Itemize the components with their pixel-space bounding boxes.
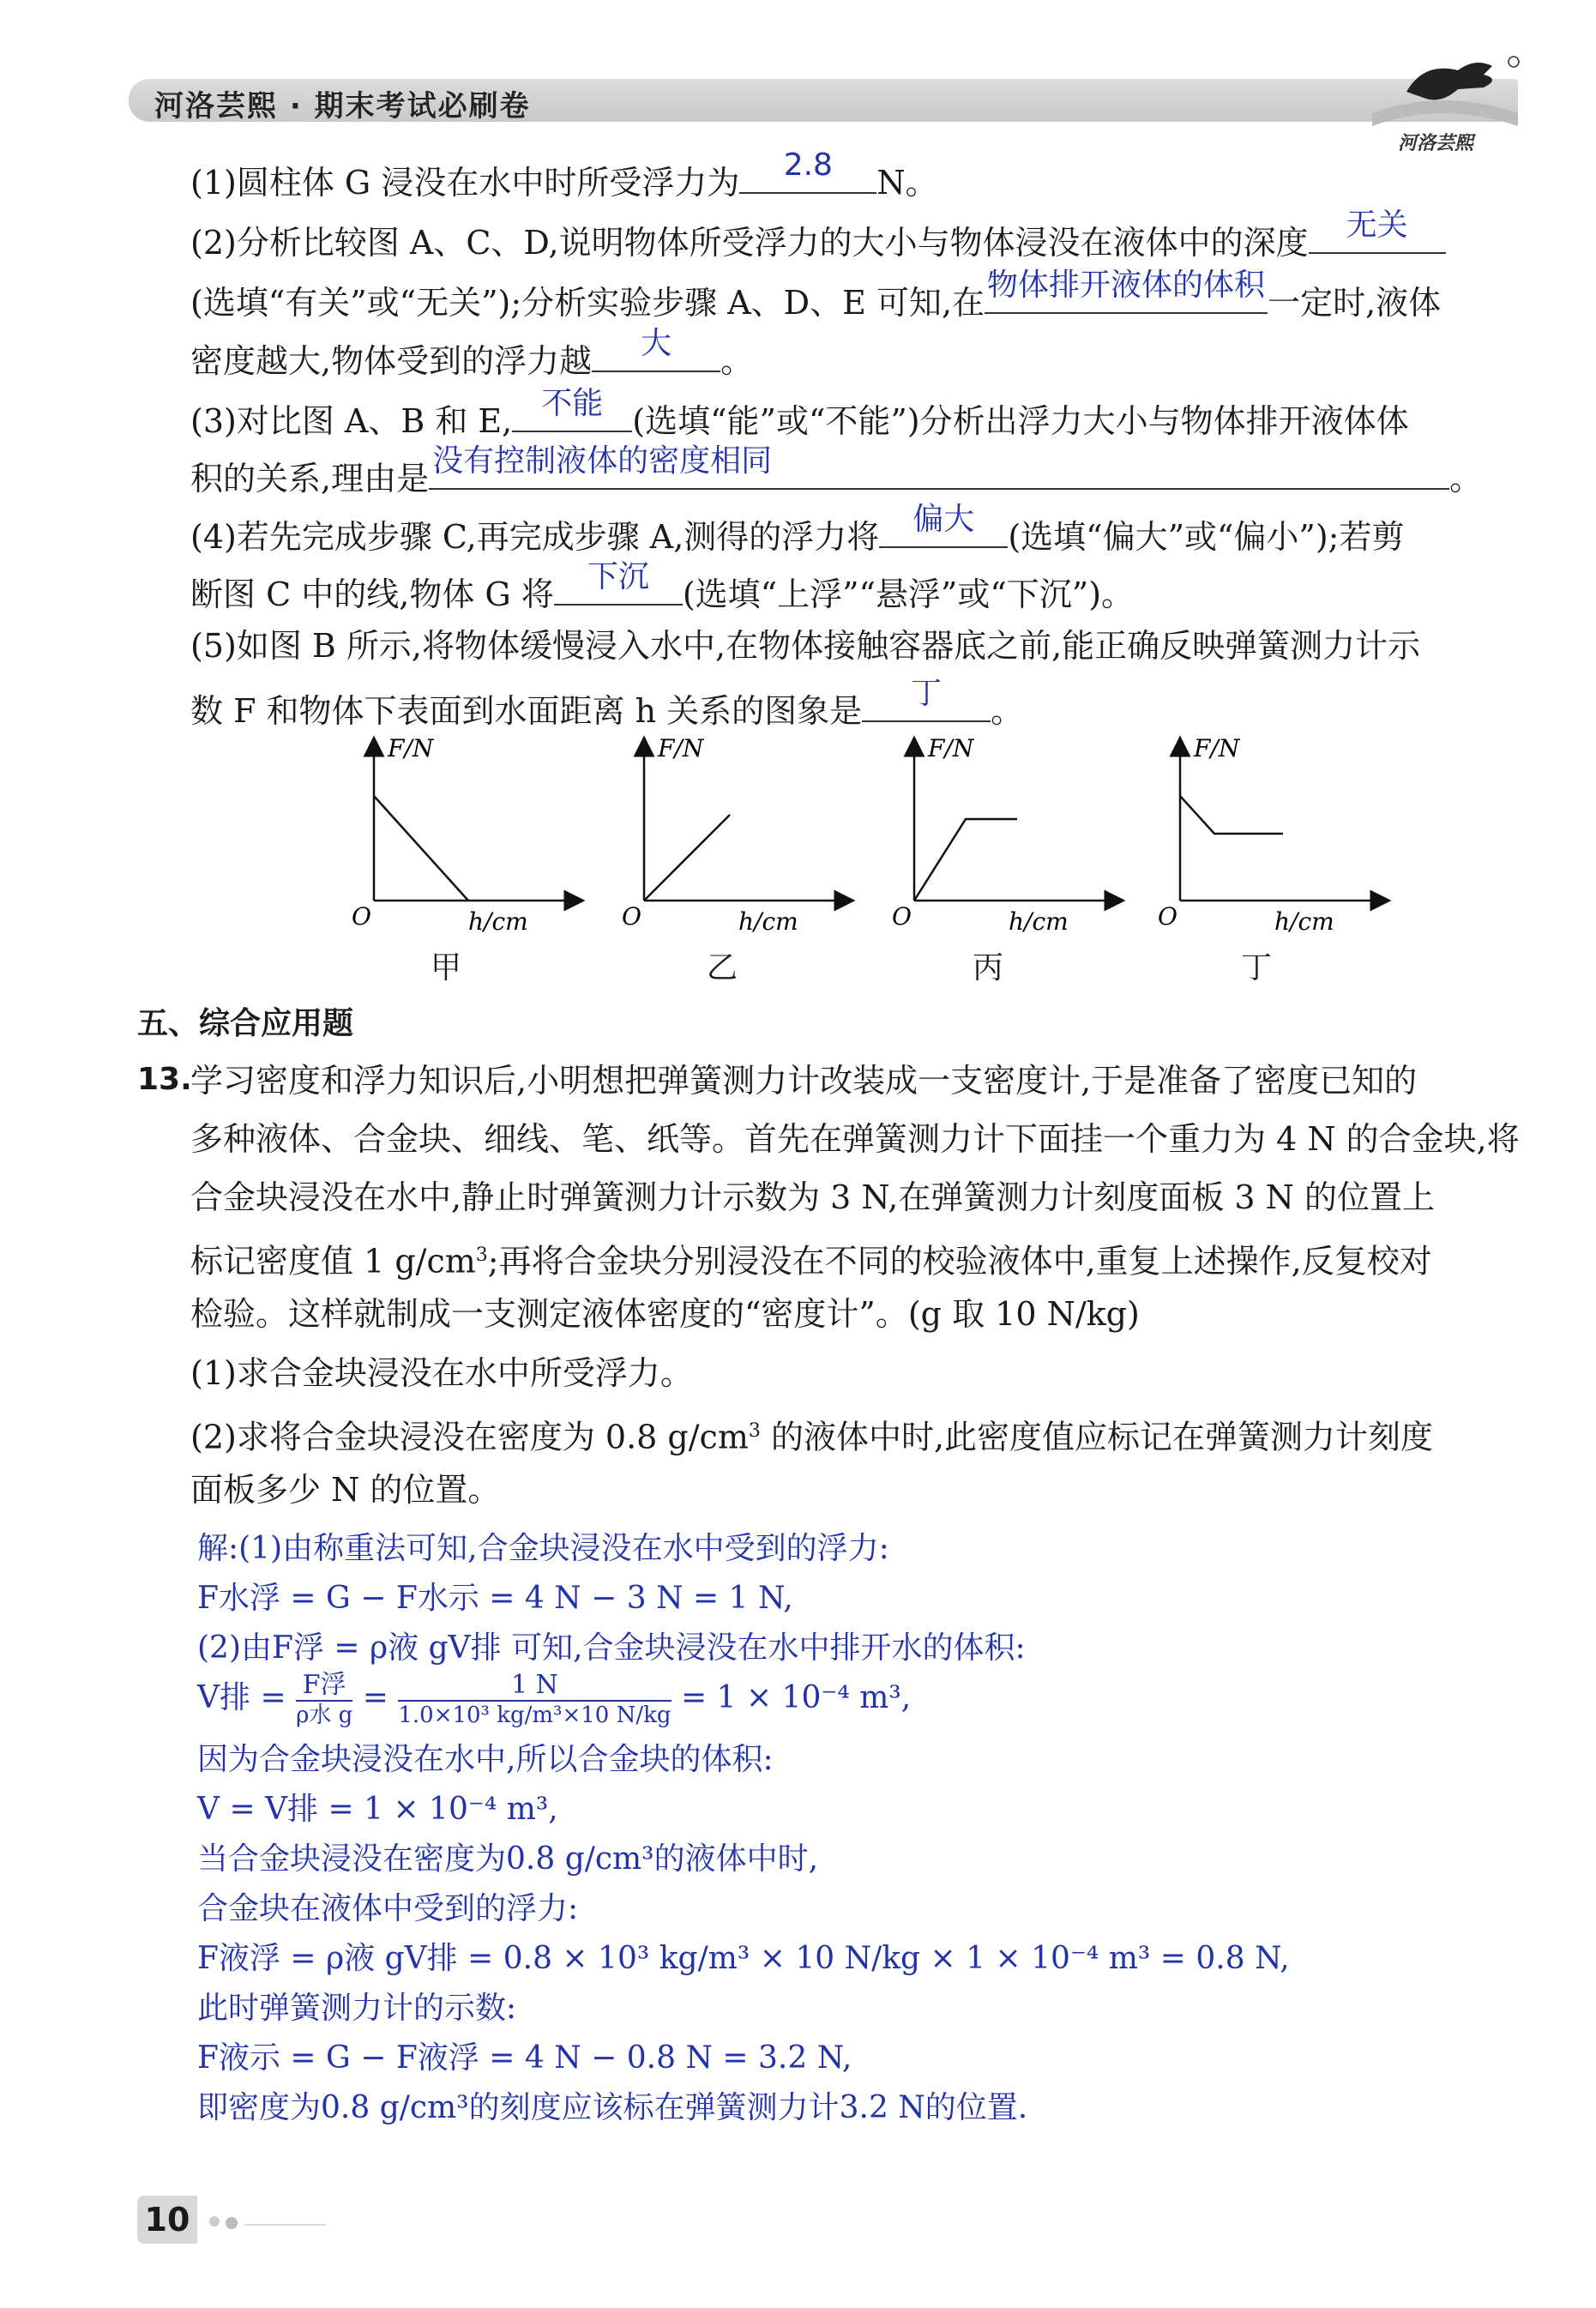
- solution-line9: F液浮 = ρ液 gV排 = 0.8 × 10³ kg/m³ × 10 N/kg × 1 × 10⁻⁴ m³ = 0.8 N,: [197, 1941, 1290, 1976]
- graph-bing: [892, 734, 1149, 961]
- q12-part2-line2: (选填“有关”或“无关”);分析实验步骤 A、D、E 可知,在 物体排开液体的体积 一定时,液体: [190, 268, 1442, 322]
- blank-4: 大: [592, 333, 720, 372]
- blank-8: 下沉: [554, 566, 683, 606]
- origin-label: O: [892, 902, 912, 931]
- q13-line2: 多种液体、合金块、细线、笔、纸等。首先在弹簧测力计下面挂一个重力为 4 N 的合金块,将: [190, 1120, 1520, 1158]
- graph-jia: [352, 734, 609, 961]
- graph-ding: [1158, 734, 1415, 961]
- solution-line12: 即密度为0.8 g/cm³的刻度应该标在弹簧测力计3.2 N的位置.: [197, 2090, 1028, 2125]
- logo-text: 河洛芸熙: [1398, 133, 1474, 154]
- curve: [914, 819, 1017, 901]
- q12-part1: (1)圆柱体 G 浸没在水中时所受浮力为 2.8 N。: [190, 148, 938, 202]
- q12-part3-line1: (3)对比图 A、B 和 E, 不能 (选填“能”或“不能”)分析出浮力大小与物体排开液体体: [190, 386, 1409, 440]
- x-label: h/cm: [468, 907, 528, 936]
- solution-line5: 因为合金块浸没在水中,所以合金块的体积:: [197, 1742, 774, 1777]
- curve: [374, 796, 468, 901]
- solution-line4: V排 = $\frac{\text{F浮}}{\text{ρ水 g}}$ = $\frac{1 N}{\text{1.0×10³ kg/m³×10 N/kg}}$ = 1 × 10⁻⁴ m³,: [197, 1670, 912, 1728]
- solution-line2: F水浮 = G − F水示 = 4 N − 3 N = 1 N,: [197, 1581, 793, 1616]
- fraction-2: $\frac{1 N}{\text{1.0×10³ kg/m³×10 N/kg}}$: [398, 1670, 672, 1728]
- q12-part5-line2: 数 F 和物体下表面到水面距离 h 关系的图象是 丁 。: [190, 676, 1024, 730]
- q13-line1: 学习密度和浮力知识后,小明想把弹簧测力计改装成一支密度计,于是准备了密度已知的: [190, 1062, 1418, 1100]
- decorative-dots-icon: [206, 2213, 326, 2230]
- q12-part3-line2: 积的关系,理由是 没有控制液体的密度相同 。: [190, 443, 1483, 497]
- x-label: h/cm: [738, 907, 798, 936]
- graph-yi: [622, 734, 879, 961]
- blank-1: 2.8: [739, 154, 876, 194]
- y-label: F/N: [388, 734, 434, 762]
- q13-line4: 标记密度值 1 $g/cm^3$;再将合金块分别浸没在不同的校验液体中,重复上述操作,反复校对: [190, 1242, 1432, 1281]
- q13-sub2: (2)求将合金块浸没在密度为 0.8 $g/cm^3$ 的液体中时,此密度值应标记在弹簧测力计刻度: [190, 1418, 1434, 1456]
- solution-line8: 合金块在液体中受到的浮力:: [197, 1891, 579, 1926]
- solution-line1: 解:(1)由称重法可知,合金块浸没在水中受到的浮力:: [197, 1531, 889, 1566]
- blank-9: 丁: [862, 683, 991, 722]
- solution-line10: 此时弹簧测力计的示数:: [197, 1991, 517, 2026]
- graph-name-ding: 丁: [1240, 950, 1272, 985]
- blank-3: 物体排开液体的体积: [985, 274, 1268, 314]
- graph-name-jia: 甲: [430, 950, 461, 985]
- x-label: h/cm: [1009, 907, 1069, 936]
- blank-7: 偏大: [879, 509, 1008, 548]
- graph-name-bing: 丙: [972, 950, 1003, 985]
- x-label: h/cm: [1274, 907, 1334, 936]
- blank-2: 无关: [1309, 214, 1446, 254]
- question-number: 13.: [137, 1062, 192, 1097]
- q13-line5: 检验。这样就制成一支测定液体密度的“密度计”。(g 取 10 N/kg): [190, 1295, 1140, 1333]
- header-title: 河洛芸熙 · 期末考试必刷卷: [154, 89, 531, 124]
- y-label: F/N: [1194, 734, 1240, 762]
- page-number: 10: [137, 2196, 197, 2244]
- solution-line11: F液示 = G − F液浮 = 4 N − 0.8 N = 3.2 N,: [197, 2040, 852, 2076]
- q13-sub3: 面板多少 N 的位置。: [190, 1471, 501, 1509]
- y-label: F/N: [928, 734, 974, 762]
- curve: [1180, 796, 1283, 834]
- q13-line3: 合金块浸没在水中,静止时弹簧测力计示数为 3 N,在弹簧测力计刻度面板 3 N 的位置上: [190, 1178, 1435, 1216]
- curve: [644, 815, 730, 901]
- section-title: 五、综合应用题: [137, 1006, 354, 1041]
- graph-name-yi: 乙: [706, 950, 738, 985]
- solution-line3: (2)由F浮 = ρ液 gV排 可知,合金块浸没在水中排开水的体积:: [197, 1630, 1026, 1666]
- q12-part5-line1: (5)如图 B 所示,将物体缓慢浸入水中,在物体接触容器底之前,能正确反映弹簧测力计示: [190, 627, 1421, 665]
- q13-sub1: (1)求合金块浸没在水中所受浮力。: [190, 1354, 693, 1392]
- solution-line6: V = V排 = 1 × 10⁻⁴ m³,: [197, 1792, 558, 1827]
- q12-part2-line1: (2)分析比较图 A、C、D,说明物体所受浮力的大小与物体浸没在液体中的深度 无关: [190, 214, 1446, 264]
- origin-label: O: [622, 902, 641, 931]
- origin-label: O: [1158, 902, 1177, 931]
- y-label: F/N: [658, 734, 704, 762]
- blank-5: 不能: [512, 393, 632, 432]
- solution-line7: 当合金块浸没在密度为0.8 g/cm³的液体中时,: [197, 1841, 819, 1877]
- q12-part4-line1: (4)若先完成步骤 C,再完成步骤 A,测得的浮力将 偏大 (选填“偏大”或“偏小”);若剪: [190, 502, 1405, 556]
- q12-part2-line3: 密度越大,物体受到的浮力越 大 。: [190, 326, 754, 380]
- origin-label: O: [352, 902, 371, 931]
- fraction-1: $\frac{\text{F浮}}{\text{ρ水 g}}$: [296, 1670, 353, 1728]
- q12-part4-line2: 断图 C 中的线,物体 G 将 下沉 (选填“上浮”“悬浮”或“下沉”)。: [190, 559, 1135, 613]
- blank-6: 没有控制液体的密度相同: [429, 450, 1449, 490]
